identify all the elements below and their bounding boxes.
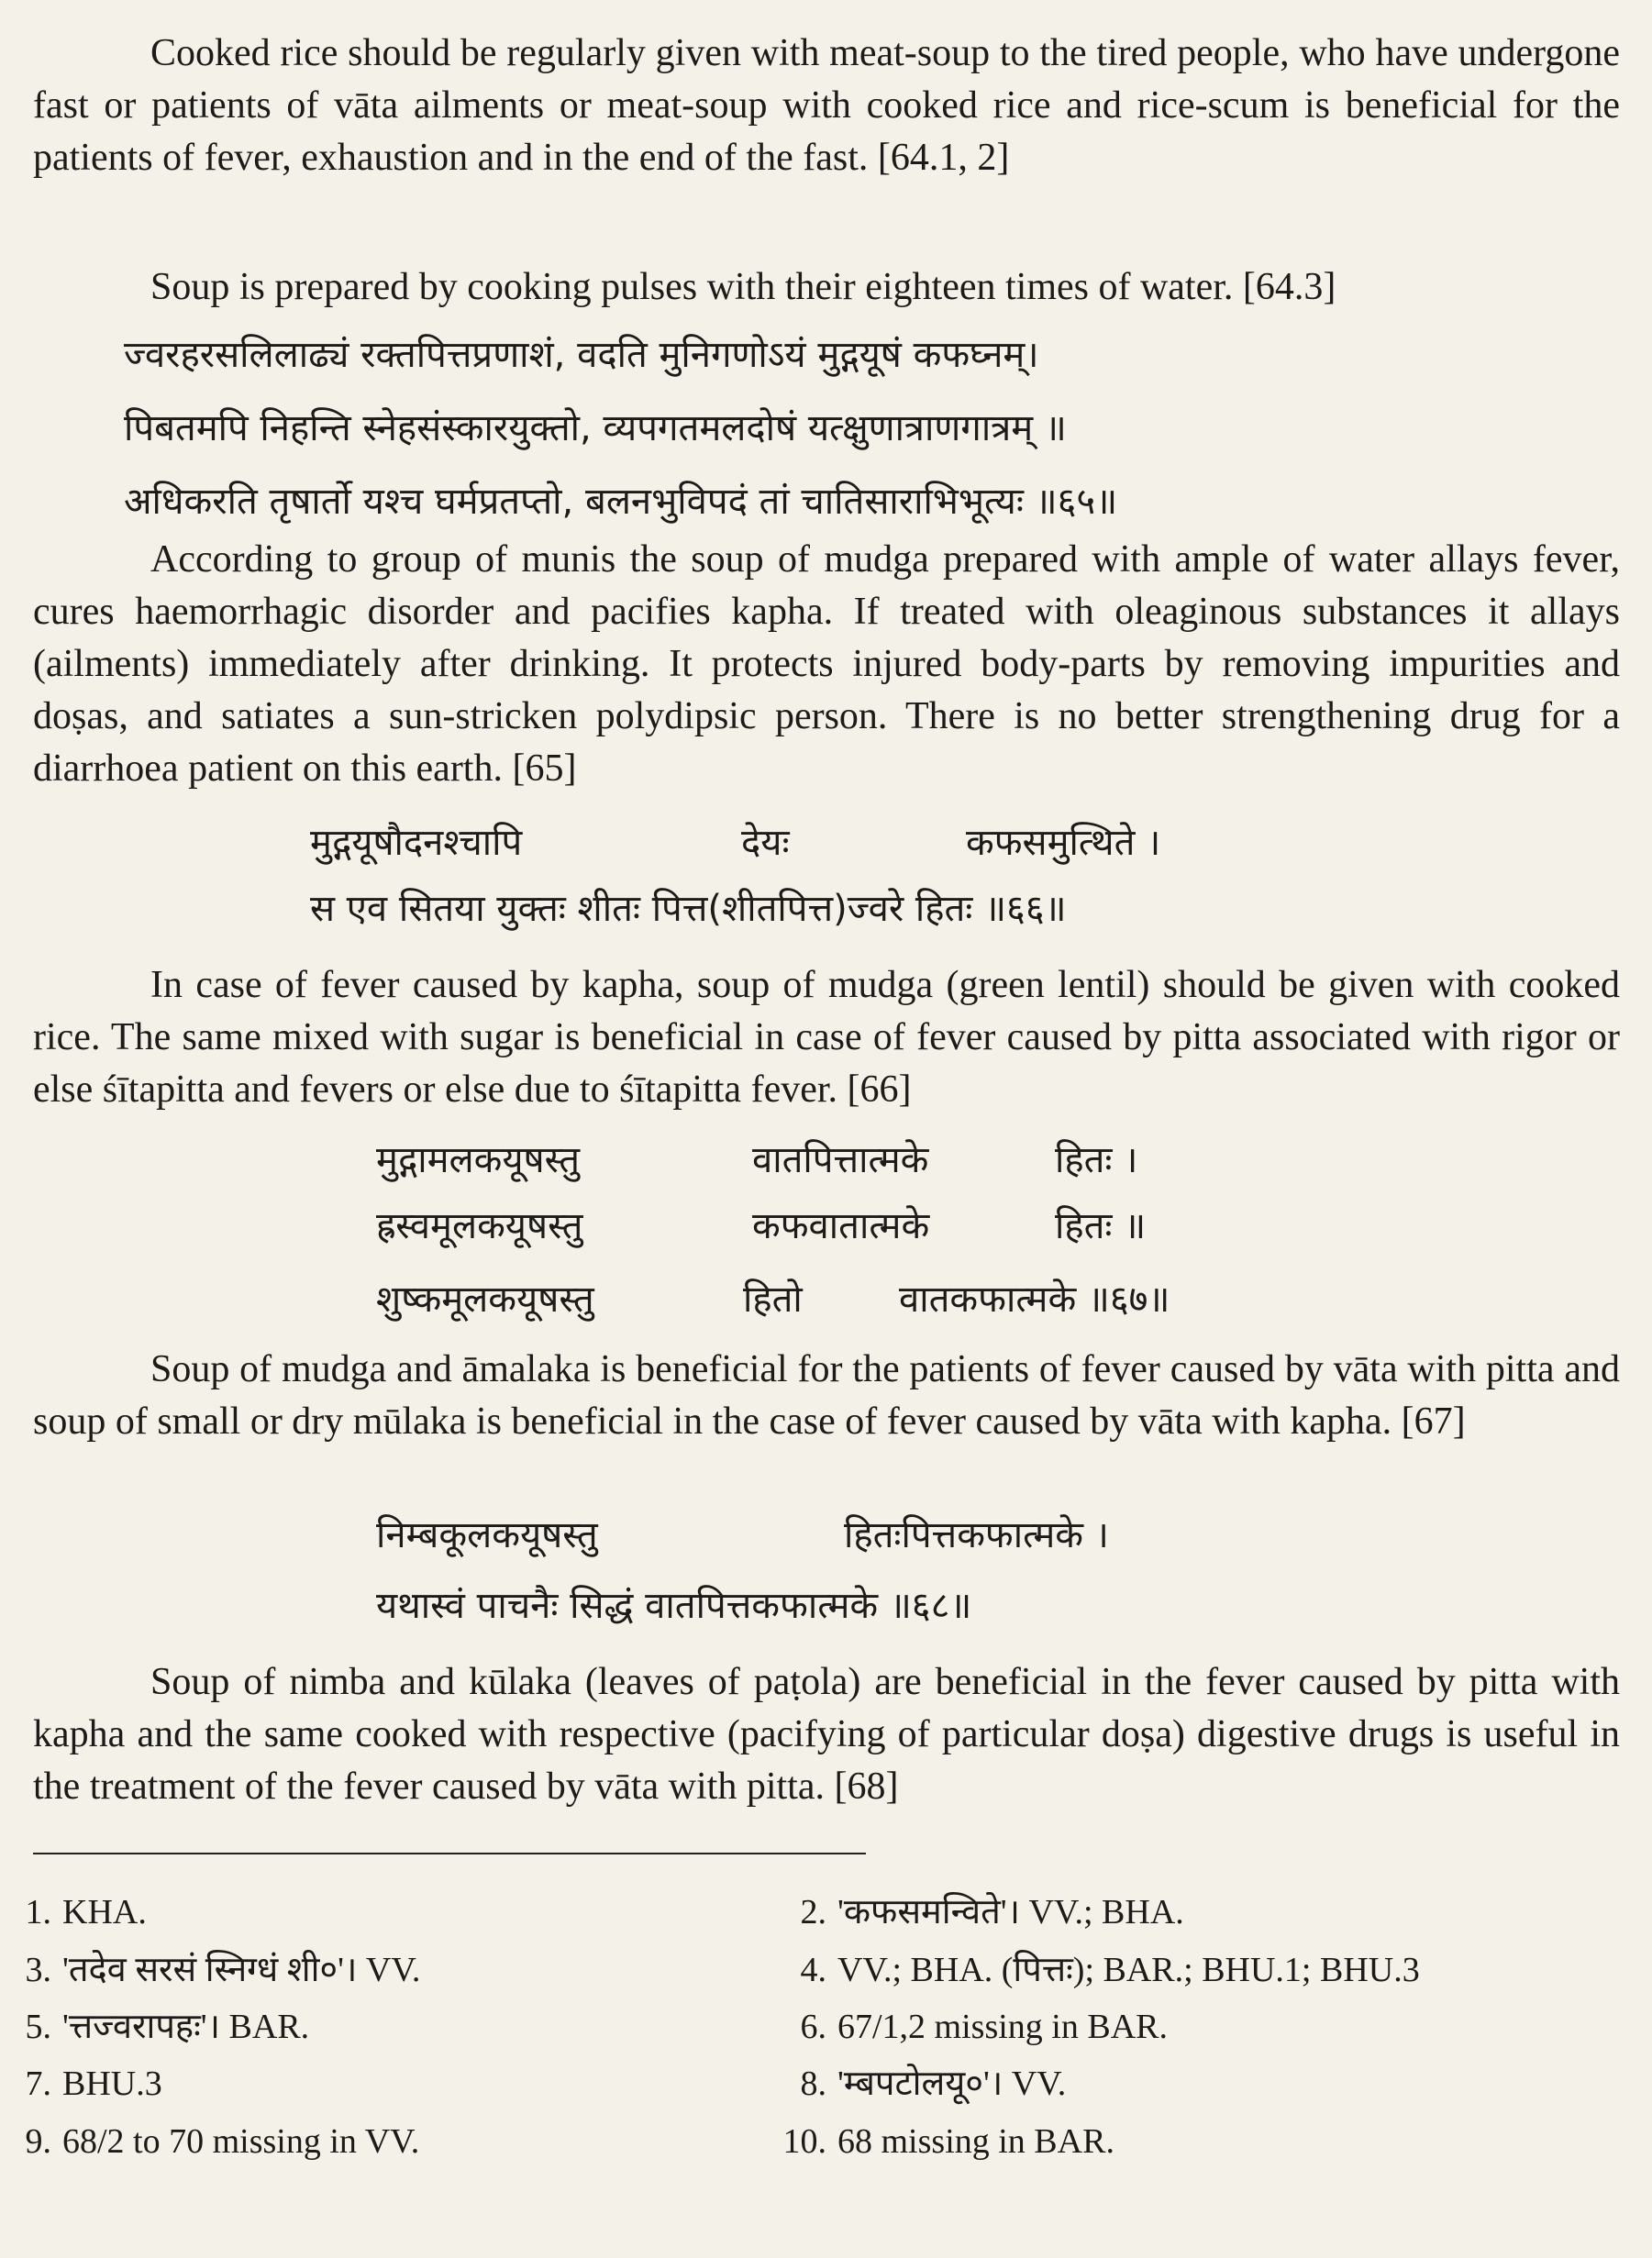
verse-65-line-2: पिबतमपि निहन्ति स्नेहसंस्कारयुक्तो, व्यपगतमलदोषं यत्क्षुणात्राणगात्रम् ॥ (124, 407, 1067, 449)
footnote-text: 'म्बपटोलयू०'। VV. (837, 2064, 1067, 2103)
footnote-text: BHU.3 (62, 2064, 162, 2103)
footnote-number: 3. (25, 1951, 51, 1989)
verse-66-phrase: देयः (741, 822, 790, 864)
verse-68-phrase: हितःपित्तकफात्मके । (844, 1514, 1109, 1556)
footnote-number: 1. (25, 1893, 51, 1931)
verse-68-line-1 (376, 1500, 1109, 1571)
verse-65-line-1: ज्वरहरसलिलाढ्यं रक्तपित्तप्रणाशं, वदति मुनिगणोऽयं मुद्गयूषं कफघ्नम्। (124, 334, 1039, 376)
footnote-7 (0, 2065, 162, 2102)
footnote-number: 2. (800, 1893, 826, 1931)
footnote-8 (775, 2065, 1066, 2102)
verse-67-phrase: ह्रस्वमूलकयूषस्तु (376, 1205, 583, 1247)
verse-66-phrase: मुद्गयूषौदनश्चापि (310, 822, 523, 864)
footnote-10 (775, 2123, 1114, 2160)
paragraph-65: According to group of munis the soup of mudga prepared with ample of water allays fever, cures haemorrhagic disorder and pacifies kapha. If treated with oleaginous substances it allays (ailments) immediately after drinking. It protects injured body-parts by removing impurities and doṣas, and satiates a sun-stricken polydipsic person. There is no better strengthening drug for a diarrhoea patient on this earth. [65] (33, 538, 1620, 790)
verse-67-phrase: मुद्गामलकयूषस्तु (376, 1139, 581, 1181)
verse-66-line-1 (310, 807, 1160, 879)
footnote-text: VV.; BHA. (पित्तः); BAR.; BHU.1; BHU.3 (837, 1951, 1420, 1989)
footnote-number: 4. (800, 1951, 826, 1989)
footnote-6 (775, 2009, 1168, 2045)
paragraph-64-3: Soup is prepared by cooking pulses with their eighteen times of water. [64.3] (150, 266, 1336, 308)
verse-67-line-1 (376, 1124, 1137, 1196)
paragraph-64-1-2: Cooked rice should be regularly given with meat-soup to the tired people, who have undergone fast or patients of vāta ailments or meat-soup with cooked rice and rice-scum is beneficial for the patients of fever, exhaustion and in the end of the fast. [64.1, 2] (33, 32, 1620, 179)
footnote-2 (775, 1894, 1184, 1931)
verse-67-phrase: वातपित्तात्मके (752, 1139, 929, 1181)
footnote-9 (0, 2123, 419, 2160)
verse-67-phrase: हितः । (1055, 1139, 1138, 1181)
verse-65-line-3: अधिकरति तृषार्तो यश्च घर्मप्रतप्तो, बलनभुविपदं तां चातिसाराभिभूत्यः ॥६५॥ (124, 481, 1118, 523)
footnote-text: 68/2 to 70 missing in VV. (62, 2122, 420, 2161)
footnote-number: 6. (800, 2008, 826, 2046)
paragraph-67: Soup of mudga and āmalaka is beneficial for the patients of fever caused by vāta with pitta and soup of small or dry mūlaka is beneficial in the case of fever caused by vāta with kapha. [67] (33, 1348, 1620, 1443)
footnote-1 (0, 1894, 147, 1931)
paragraph-66: In case of fever caused by kapha, soup of mudga (green lentil) should be given with cooked rice. The same mixed with sugar is beneficial in case of fever caused by pitta associated with rigor or else śītapitta and fevers or else due to śītapitta fever. [66] (33, 964, 1620, 1111)
footnote-text: 'कफसमन्विते'। VV.; BHA. (837, 1893, 1184, 1931)
footnote-number: 7. (25, 2064, 51, 2103)
footnote-3 (0, 1952, 420, 1988)
paragraph-68: Soup of nimba and kūlaka (leaves of paṭola) are beneficial in the fever caused by pitta with kapha and the same cooked with respective (pacifying of particular doṣa) digestive drugs is useful in the treatment of the fever caused by vāta with pitta. [68] (33, 1661, 1620, 1808)
verse-67-line-3 (376, 1264, 1170, 1335)
verse-66-phrase: कफसमुत्थिते । (966, 822, 1161, 864)
verse-67-phrase: हितः ॥ (1055, 1205, 1147, 1247)
footnote-text: KHA. (62, 1893, 147, 1931)
footnote-text: 67/1,2 missing in BAR. (837, 2008, 1168, 2046)
footnote-text: 68 missing in BAR. (837, 2122, 1114, 2161)
verse-68-phrase: निम्बकूलकयूषस्तु (376, 1514, 598, 1556)
footnote-number: 8. (800, 2064, 826, 2103)
footnote-divider (33, 1853, 866, 1854)
verse-67-line-2 (376, 1190, 1146, 1262)
verse-67-phrase: शुष्कमूलकयूषस्तु (376, 1278, 594, 1321)
verse-67-phrase: हितो (743, 1278, 803, 1321)
footnote-number: 10. (782, 2122, 826, 2161)
verse-67-phrase: कफवातात्मके (752, 1205, 930, 1247)
footnote-number: 9. (25, 2122, 51, 2161)
verse-68-line-2: यथास्वं पाचनैः सिद्धं वातपित्तकफात्मके ॥६८॥ (376, 1585, 972, 1627)
verse-66-line-2: स एव सितया युक्तः शीतः पित्त(शीतपित्त)ज्वरे हितः ॥६६॥ (310, 888, 1067, 930)
footnote-5 (0, 2009, 309, 2045)
footnote-text: 'तदेव सरसं स्निग्धं शी०'। VV. (62, 1951, 421, 1989)
footnote-text: 'त्तज्वरापहः'। BAR. (62, 2008, 310, 2046)
footnote-4 (775, 1952, 1420, 1988)
footnote-number: 5. (25, 2008, 51, 2046)
verse-67-phrase: वातकफात्मके ॥६७॥ (899, 1278, 1170, 1321)
